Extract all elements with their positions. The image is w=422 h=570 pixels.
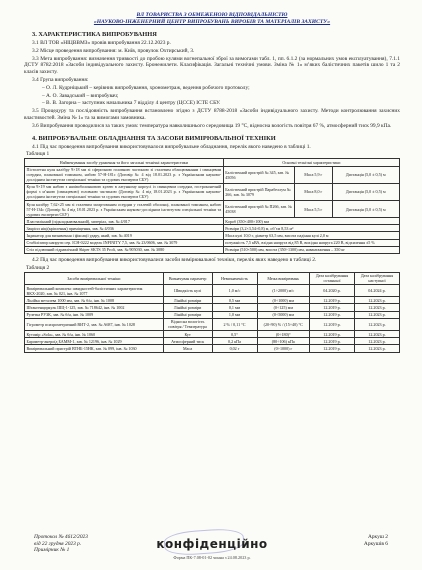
instrument-cell: Кут [163,330,212,337]
instrument-cell: 1,0 м/с [212,285,257,297]
equipment-cell: Короб (350×400×100) мм [223,218,399,225]
instrument-row [25,345,400,352]
equipment-cell: Куля калібру 7,62×25 мм зі сталевим загартованим осердям у сталевій оболонці, плакованої томпаком, набою 57-Н-134с (Договір № 4 від 18.01.2023 р. з Українським науково-дослідним інститутом спеціальної техніки та судових експертиз СБУ) [26,201,222,217]
equipment-row [25,166,400,183]
instrument-row [25,338,400,345]
s3-paragraph-2: 3.2 Місце проведення випробування: м. Київ, провулок Охтирський, 3. [32,47,195,54]
team-member-3: – В. В. Загорна – заступник начальника 7 відділу 4 центру (ЦССЕ) ІСТЕ СБУ. [42,100,221,107]
equipment-cell: Маса 8,0 г [295,183,333,200]
instrument-cell: Швидкість кулі [163,285,212,297]
equipment-cell: Індикатор для визначення і фіксації удару, який, зав. № 4019 [25,232,224,239]
instrument-cell: 0,5 мм [212,297,257,304]
equipment-row [25,183,400,200]
copy-number: Примірник № 1 [34,547,70,553]
equipment-cell: Маса 5,9 г [295,166,333,183]
instrument-cell: (0÷1000) г [257,345,310,352]
instrument-cell: 12.2023 р. [355,330,400,337]
lab-header-line-2: «НАУКОВО-ІНЖЕНЕРНИЙ ЦЕНТР ВИПРОБУВАНЬ ВИРОБІВ ТА МАТЕРІАЛІВ ЗАХИСТУ» [93,19,331,25]
equipment-cell: потужність 7,5 кВА, вхідна напруга від 85 В, вихідна напруга 220 В, відхилення ±5 % [223,239,399,246]
instrument-cell: Лінійні розміри [163,304,212,311]
equipment-cell: Стіл підлюпний гідравлічний Skiper SKTS 35 Profi, зав. № 905030, зав. № 3080 [25,246,224,253]
table-2-header: Межа вимірювань [257,272,310,284]
instrument-row [25,318,400,330]
instrument-cell: 12.2019 р. [310,330,355,337]
instrument-cell: Лінійка металева 1000 мм, зав. № б/н, інв. № 1008 [25,297,164,304]
instrument-cell: 12.2023 р. [355,318,400,330]
instrument-cell: 12.2023 р. [355,338,400,345]
table-2-header: Дата калібрування наступної [355,272,400,284]
instrument-cell: 0,02 г [212,345,257,352]
form-reference: Форма ПК-7.08-01-02 чинна з 24.08.2023 р. [173,555,251,560]
equipment-row [25,232,400,239]
instrument-cell: (80÷106) кПа [257,338,310,345]
instrument-cell: 04.2020 р. [310,285,355,297]
instrument-cell: (1÷2000) м/с [257,285,310,297]
instrument-cell: 12.2023 р. [355,297,400,304]
confidential-label: конфіденційно [156,537,268,551]
section-3-title: 3. ХАРАКТЕРИСТИКА ВИПРОБУВАННЯ [32,31,157,38]
measuring-instruments-table [24,272,400,353]
equipment-cell: Закріпл ніці(кріплення) приміщення, зав. № 4/036 [25,225,224,232]
instrument-cell: 04.2024 р. [355,285,400,297]
instrument-cell: 2 % / 0,11 °С [212,318,257,330]
equipment-cell: Дистанція (5,0 ± 0,5) м [332,166,400,183]
instrument-cell: Атмосферний тиск [163,338,212,345]
protocol-number: Протокол № 4612/2023 [34,534,88,540]
sheet-count: Аркушів 6 [363,540,388,547]
equipment-cell: Дистанція (5,0 ± 0,5) м [332,183,400,200]
s4-paragraph-2: 4.2 Під час проведення випробування використовувалися засоби вимірювальної техніки, перелік яких наведено в таблиці 2. [32,257,317,264]
instrument-cell: Маса [163,345,212,352]
s3-paragraph-6: 3.6 Випробування проводилися за таких умов: температура навколишнього середовища 19 °С, відносна вологість повітря 67 %, атмосферний тиск 99,9 кПа. [32,122,392,129]
equipment-cell: Куля 9×19 мм набою з напівоболонковою кулею в латунному корпусі із свинцевим осердям, гостроконечній формі з м’якою (свинцевою) головною частиною (Договір № 4 від 18.01.2023 р. з Українським науково-дослідним інститутом спеціальної техніки та судових експертиз СБУ) [26,184,222,200]
table-2-header: Засоби вимірювальної техніки [25,272,164,284]
instrument-cell: Гігрометр психрометричний ВИТ-2, зав. № А687, інв. № 1028 [25,318,164,330]
instrument-cell: Барометр-анероїд БАММ-1, зав. № 12196, інв. № 1029 [25,338,164,345]
instrument-cell: Відносна вологість повітря / Температура [163,318,212,330]
instrument-cell: Штангенциркуль ШЦ-1-125, зав. № 718642, інв. № 1002 [25,304,164,311]
instrument-cell: Лінійні розміри [163,297,212,304]
page-footer [24,528,400,568]
instrument-cell: 12.2023 р. [355,304,400,311]
equipment-cell: Балістичний пристрій № 345, зав. № 45056 [223,166,294,183]
table-2-caption: Таблиця 2 [26,264,50,271]
table-2-header: Дата калібрування останньої [310,272,355,284]
instrument-cell: 0,5° [212,330,257,337]
instrument-cell: (0÷125) мм [257,304,310,311]
s3-paragraph-5: 3.5 Процедуру та послідовність випробування встановлено згідно з ДСТУ 8788-2018 «Засоби індивідуального захисту. Методи контролювання захисних властивостей. Зміна № 1» та за вимогами замовника. [24,108,400,121]
instrument-row [25,297,400,304]
s4-paragraph-1: 4.1 Під час проведення випробування використовувалося випробувальне обладнання, перелік якого наведено в таблиці 1. [32,143,311,150]
equipment-row [25,246,400,253]
instrument-cell: 0,2 кПа [212,338,257,345]
equipment-table [24,158,400,254]
instrument-cell: (20÷90) % / (15÷40) °С [257,318,310,330]
equipment-cell: Маса 5,5 г [295,200,333,217]
instrument-cell: 12.2023 р. [355,345,400,352]
sheet-number: Аркуш 2 [367,534,388,540]
equipment-row [25,225,400,232]
equipment-row [25,200,400,217]
equipment-cell: Дистанція (5,0 ± 0,5) м [332,200,400,217]
equipment-cell: Стабілізатор напруги сер. ІСН-0222 модель INFINITY 7,5, зав. № 23/0606, зав. № 3079 [25,239,224,246]
equipment-cell: Балістичний пристрій № П266, зав. № 45038 [223,200,294,217]
equipment-row [25,239,400,246]
instrument-cell: Вимірювальний пристрій ВТНБ-15НК, зав. № 099, інв. № 1030 [25,345,164,352]
team-member-2: – А. О. Завадський – випробувач; [42,92,119,99]
s3-paragraph-1: 3.1 ВЛ ТОВ «НІЦВВМЗ» провів випробування 22.12.2023 р. [32,40,171,46]
table-1-caption: Таблиця 1 [26,151,50,158]
instrument-cell: Лінійні розміри [163,311,212,318]
instrument-cell: 12.2019 р. [310,345,355,352]
sheet-info [364,534,388,547]
s3-paragraph-3: 3.3 Мета випробування: визначення тривкості до пробою кулями вогнепальної зброї за вимогами табл. 1, пп. 6.1.2 (за нормальних умов експлуатування), 7.1.1 ДСТУ 8782:2018 «Засоби індивідуального захисту. Бронежилети. Класифікація. Загальні технічні умови. Зміна № 1» м’яких балістичних пакетів шило 1 та 2 класів захисту. [24,55,400,76]
instrument-cell: 12.2019 р. [310,318,355,330]
lab-header-line-1: ВЛ ТОВАРИСТВА З ОБМЕЖЕНОЮ ВІДПОВІДАЛЬНІСТЮ [136,12,288,18]
equipment-cell: Балістичний пристрій Парабеллум № 266, зав. № 3079 [223,183,294,200]
table-2-header: Визначуван параметр [163,272,212,284]
equipment-cell: Розміри (3,2×3,54×0,8) м, об’єм 8,53 м³ [223,225,399,232]
instrument-cell: 1,0 мм [212,311,257,318]
instrument-row [25,311,400,318]
instrument-cell: 12.2023 р. [355,311,400,318]
table-1-header-name: Найменування засобу ураження та його загальні технічні характеристики [25,159,224,166]
lab-header [24,12,400,26]
equipment-row [25,218,400,225]
section-4-title: 4. ВИПРОБУВАЛЬНЕ ОБЛАДНАННЯ ТА ЗАСОБИ ВИМІРЮВАЛЬНОЇ ТЕХНІКИ [32,134,276,142]
instrument-cell: 12.2019 р. [310,311,355,318]
instrument-cell: (0÷1000) мм [257,297,310,304]
protocol-date: від 22 грудня 2023 р. [34,540,82,547]
instrument-cell: 12.2019 р. [310,297,355,304]
s3-paragraph-4: 3.4 Група випробування: [32,76,89,83]
instrument-cell: Вимірювальний комплекс швидкостей-балістичних характеристик ВКХ-2020, зав. № 021, інв. № 1077 [25,285,164,297]
instrument-cell: 0,1 мм [212,304,257,311]
equipment-cell: Пластилінний (підкладкаювальний), матеріал, зав. № 4/017 [25,218,224,225]
equipment-cell: Маса кулі 10,0 г, діаметр 63,5 мм, висота падіння кулі 2,0 м [223,232,399,239]
instrument-cell: Кутомір «Sola», зав. № б/н, інв. № 1060 [25,330,164,337]
equipment-cell: Розміри (510×500) мм, висота (350÷1300) мм, навантаження – 350 кг [223,246,399,253]
instrument-cell: 12.2019 р. [310,304,355,311]
table-1-header-specs: Основні технічні характеристики [223,159,399,166]
instrument-cell: (0÷180)° [257,330,310,337]
instrument-cell: Рулетка РУ3К, зав. № б/н, інв. № 1009 [25,311,164,318]
equipment-cell: Пістолетна куля калібру 9×18 мм зі сферичною головною частиною зі сталевим облицюванням і свинцевим осердям, плакованої томпаком, набою 57-Н-181с (Договір № 4 від 18.01.2023 р. з Українським науково-дослідним інститутом спеціальної техніки та судових експертиз СБУ) [26,167,222,183]
table-2-header: Невизначеність [212,272,257,284]
instrument-row [25,285,400,297]
instrument-row [25,330,400,337]
instrument-cell: (0÷5000) мм [257,311,310,318]
instrument-row [25,304,400,311]
instrument-cell: 12.2019 р. [310,338,355,345]
team-member-1: – О. Л. Кудрніцький – керівник випробування, хронометраж, ведення робочого протоколу; [42,84,250,91]
